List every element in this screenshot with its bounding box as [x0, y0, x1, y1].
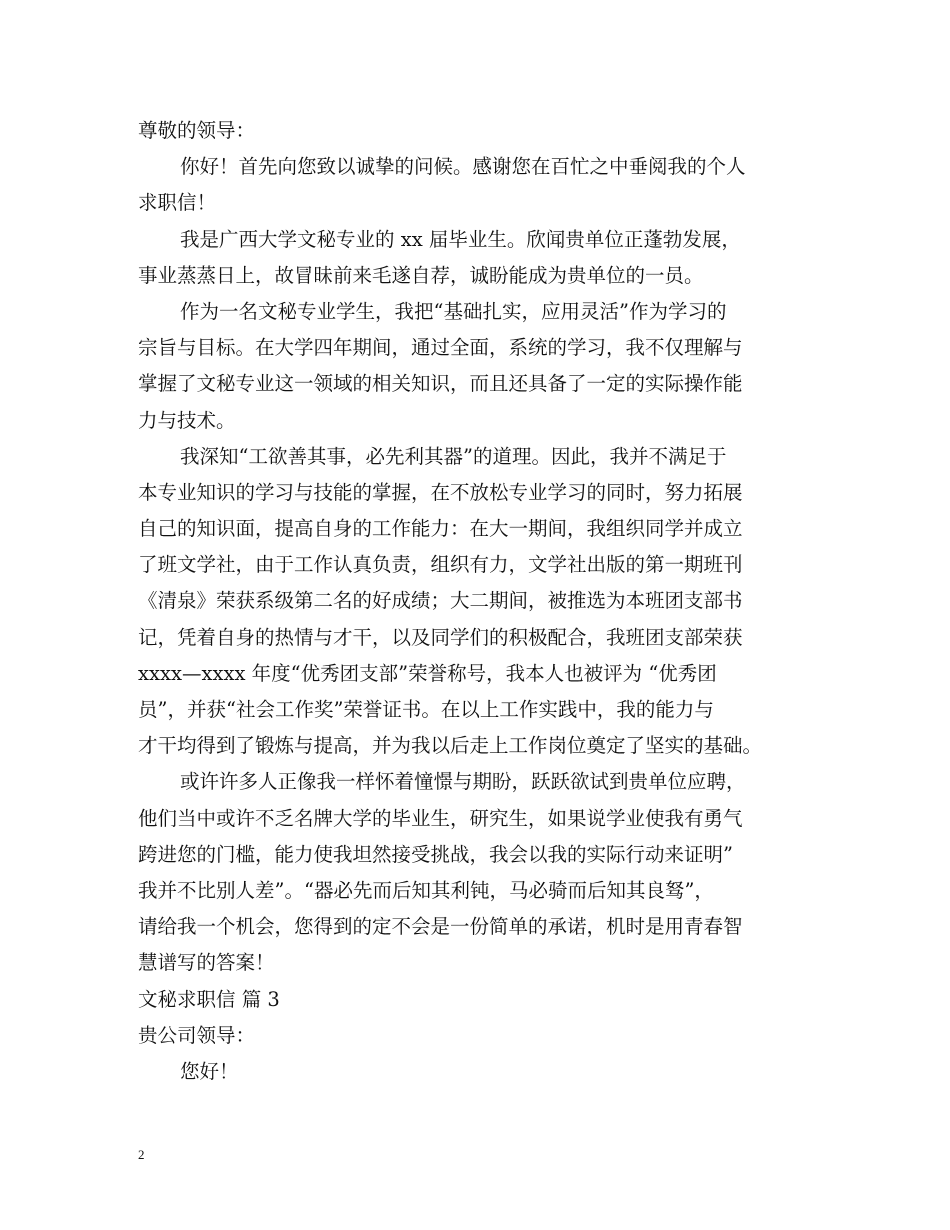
paragraph-line: 或许许多人正像我一样怀着憧憬与期盼，跃跃欲试到贵单位应聘， — [180, 770, 746, 794]
paragraph-line: 员”，并获“社会工作奖”荣誉证书。在以上工作实践中，我的能力与 — [138, 698, 714, 721]
paragraph-line: 力与技术。 — [138, 408, 236, 432]
paragraph-line: 我深知“工欲善其事，必先利其器”的道理。因此，我并不满足于 — [180, 444, 727, 468]
paragraph-line: 本专业知识的学习与技能的掌握，在不放松专业学习的同时，努力拓展 — [138, 480, 743, 504]
page-number: 2 — [138, 1147, 145, 1162]
section-heading: 文秘求职信 篇 3 — [138, 987, 280, 1011]
paragraph-line: 掌握了文秘专业这一领域的相关知识，而且还具备了一定的实际操作能 — [138, 372, 743, 396]
paragraph-line: 你好！首先向您致以诚挚的问候。感谢您在百忙之中垂阅我的个人 — [180, 155, 746, 179]
paragraph-line: 慧谱写的答案！ — [138, 951, 275, 975]
paragraph-line: 事业蒸蒸日上，故冒昧前来毛遂自荐，诚盼能成为贵单位的一员。 — [138, 263, 704, 287]
paragraph-line: 他们当中或许不乏名牌大学的毕业生，研究生，如果说学业使我有勇气 — [138, 806, 743, 830]
greeting: 您好！ — [180, 1059, 239, 1083]
paragraph-line: 我并不比别人差”。“器必先而后知其利钝，马必骑而后知其良驽”， — [138, 878, 714, 902]
paragraph-line: 宗旨与目标。在大学四年期间，通过全面，系统的学习，我不仅理解与 — [138, 336, 743, 360]
paragraph-line: 请给我一个机会，您得到的定不会是一份简单的承诺，机时是用青春智 — [138, 915, 743, 939]
salutation: 尊敬的领导： — [138, 119, 256, 142]
paragraph-line: 记，凭着自身的热情与才干，以及同学们的积极配合，我班团支部荣获 — [138, 625, 743, 649]
paragraph-line: 才干均得到了锻炼与提高，并为我以后走上工作岗位奠定了坚实的基础。 — [138, 734, 763, 758]
paragraph-line: 求职信！ — [138, 191, 217, 215]
paragraph-line: xxxx—xxxx 年度“优秀团支部”荣誉称号，我本人也被评为 “优秀团 — [138, 661, 717, 685]
paragraph-line: 自己的知识面，提高自身的工作能力：在大一期间，我组织同学并成立 — [138, 517, 743, 541]
salutation: 贵公司领导： — [138, 1023, 256, 1047]
letter-body — [138, 113, 818, 1090]
paragraph-line: 我是广西大学文秘专业的 xx 届毕业生。欣闻贵单位正蓬勃发展， — [180, 227, 741, 251]
paragraph-line: 作为一名文秘专业学生，我把“基础扎实，应用灵活”作为学习的 — [180, 299, 727, 323]
paragraph-line: 《清泉》荣获系级第二名的好成绩；大二期间，被推选为本班团支部书 — [138, 589, 743, 613]
paragraph-line: 跨进您的门槛，能力使我坦然接受挑战，我会以我的实际行动来证明” — [138, 842, 733, 866]
paragraph-line: 了班文学社，由于工作认真负责，组织有力，文学社出版的第一期班刊 — [138, 553, 743, 577]
